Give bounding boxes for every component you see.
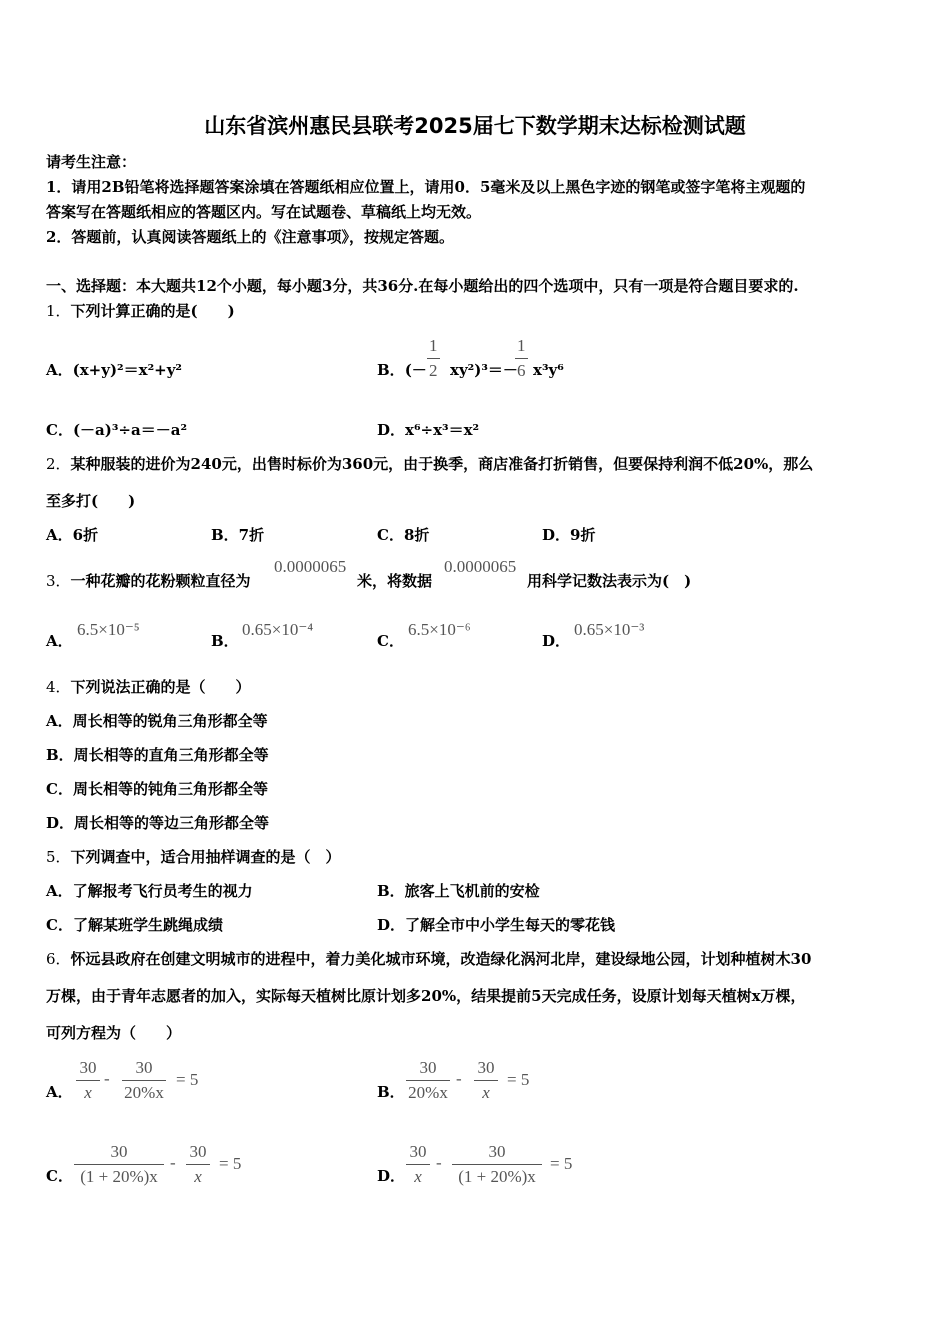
fraction-numerator: 1 [515, 336, 528, 359]
q1-option-b [377, 360, 427, 380]
fraction-denominator: 2 [429, 361, 438, 380]
variable-x: x [84, 1083, 92, 1102]
equals-five: = 5 [507, 1070, 530, 1089]
option-label: A． [46, 361, 73, 379]
q3-option-c: 6.5×10⁻⁶ [408, 620, 471, 639]
question-6-stem-3: 可列方程为（ ） [46, 1024, 182, 1042]
q3-option-b: 0.65×10⁻⁴ [242, 620, 314, 639]
question-6-stem-1 [46, 949, 811, 969]
fraction-denominator [76, 1081, 100, 1103]
fraction-denominator: 6 [517, 361, 526, 380]
fraction-numerator: 1 [427, 336, 440, 359]
q2-option-b: B．7折 [211, 526, 265, 544]
option-label: B． [377, 361, 405, 379]
equals-five: = 5 [550, 1154, 573, 1173]
fraction-denominator: (1 + 20%)x [80, 1167, 158, 1186]
question-text: 某种服装的进价为240元，出售时标价为360元，由于换季，商店准备打折销售，但要保持利润不低20%，那么 [70, 455, 814, 473]
question-5-stem [46, 847, 341, 867]
minus-sign: - [104, 1069, 110, 1088]
q5-option-b: B．旅客上飞机前的安检 [377, 882, 540, 900]
q3-option-a: 6.5×10⁻⁵ [77, 620, 140, 639]
question-4-stem [46, 677, 251, 697]
q6-a-fraction-1 [76, 1058, 100, 1103]
q6-option-a-label: A． [46, 1083, 73, 1101]
q1-option-a [46, 360, 182, 380]
variable-x: x [482, 1083, 490, 1102]
notice-line-1: 1．请用2B铅笔将选择题答案涂填在答题纸相应位置上，请用0．5毫米及以上黑色字迹的钢笔或签字笔将主观题的 [46, 178, 806, 196]
question-6-stem-2: 万棵，由于青年志愿者的加入，实际每天植树比原计划多20%，结果提前5天完成任务，设原计划每天植树x万棵， [46, 987, 806, 1005]
question-number: 3． [46, 572, 71, 590]
minus-sign: - [170, 1153, 176, 1172]
equals-five: = 5 [176, 1070, 199, 1089]
q3-value-2: 0.0000065 [444, 557, 517, 576]
question-number: 6． [46, 950, 71, 968]
q3-option-d-label: D． [542, 632, 571, 650]
fraction-numerator: 30 [406, 1142, 430, 1165]
q2-option-c: C．8折 [377, 526, 430, 544]
q6-option-b-label: B． [377, 1083, 405, 1101]
q5-option-c: C．了解某班学生跳绳成绩 [46, 916, 223, 934]
fraction-denominator [406, 1165, 430, 1187]
q6-b-fraction-2 [474, 1058, 498, 1103]
equals-five: = 5 [219, 1154, 242, 1173]
q4-option-a: A．周长相等的锐角三角形都全等 [46, 712, 268, 730]
option-text: x⁶÷x³＝x² [405, 421, 480, 439]
question-number: 2． [46, 455, 71, 473]
q6-d-fraction-1 [406, 1142, 430, 1187]
question-text: 一种花瓣的花粉颗粒直径为 [70, 572, 251, 590]
notice-heading: 请考生注意： [46, 153, 137, 171]
option-text: (x+y)²＝x²+y² [72, 361, 182, 379]
q6-c-fraction-2 [186, 1142, 210, 1187]
question-number: 5． [46, 848, 71, 866]
q6-option-c-label: C． [46, 1167, 73, 1185]
q3-option-b-label: B． [211, 632, 239, 650]
fraction-numerator: 30 [186, 1142, 210, 1165]
q6-d-fraction-2 [452, 1142, 542, 1187]
q3-option-c-label: C． [377, 632, 404, 650]
q4-option-b: B．周长相等的直角三角形都全等 [46, 746, 269, 764]
q3-value-1: 0.0000065 [274, 557, 347, 576]
option-text-pre: (－ [404, 361, 427, 379]
q3-option-d: 0.65×10⁻³ [574, 620, 645, 639]
fraction-denominator [474, 1081, 498, 1103]
q1-b-fraction-1 [427, 336, 440, 381]
q2-option-d: D．9折 [542, 526, 596, 544]
question-3-stem-a [46, 571, 251, 591]
fraction-numerator: 30 [76, 1058, 100, 1081]
fraction-denominator: 20%x [408, 1083, 448, 1102]
minus-sign: - [456, 1069, 462, 1088]
page-title: 山东省滨州惠民县联考2025届七下数学期末达标检测试题 [204, 114, 746, 138]
question-2-stem-2: 至多打( ) [46, 492, 136, 510]
q6-c-fraction-1 [74, 1142, 164, 1187]
q6-a-fraction-2 [122, 1058, 166, 1103]
q2-option-a: A．6折 [46, 526, 99, 544]
question-text: 下列说法正确的是（ ） [70, 678, 251, 696]
notice-line-2: 答案写在答题纸相应的答题区内。写在试题卷、草稿纸上均无效。 [46, 203, 482, 221]
q1-b-fraction-2 [515, 336, 528, 381]
fraction-denominator: (1 + 20%)x [458, 1167, 536, 1186]
question-number: 4． [46, 678, 71, 696]
option-label: D． [377, 421, 406, 439]
question-3-stem-b: 米，将数据 [357, 572, 433, 590]
minus-sign: - [436, 1153, 442, 1172]
question-2-stem-1 [46, 454, 813, 474]
variable-x: x [414, 1167, 422, 1186]
q1-option-d [377, 420, 479, 440]
q6-b-fraction-1 [406, 1058, 450, 1103]
question-3-stem-c: 用科学记数法表示为( ) [527, 572, 692, 590]
fraction-denominator [186, 1165, 210, 1187]
q1-option-c [46, 420, 187, 440]
q4-option-d: D．周长相等的等边三角形都全等 [46, 814, 270, 832]
q6-option-d-label: D． [377, 1167, 406, 1185]
question-number: 1． [46, 302, 71, 320]
q1-b-middle: xy²)³＝－ [450, 361, 518, 379]
fraction-numerator: 30 [406, 1058, 450, 1081]
question-1-stem [46, 301, 235, 321]
fraction-numerator: 30 [452, 1142, 542, 1165]
q5-option-a: A．了解报考飞行员考生的视力 [46, 882, 253, 900]
fraction-numerator: 30 [474, 1058, 498, 1081]
question-text: 下列调查中，适合用抽样调查的是（ ） [70, 848, 341, 866]
q3-option-a-label: A． [46, 632, 73, 650]
fraction-numerator: 30 [74, 1142, 164, 1165]
q1-b-post: x³y⁶ [533, 361, 564, 379]
fraction-denominator: 20%x [124, 1083, 164, 1102]
fraction-numerator: 30 [122, 1058, 166, 1081]
q4-option-c: C．周长相等的钝角三角形都全等 [46, 780, 268, 798]
notice-line-3: 2．答题前，认真阅读答题纸上的《注意事项》，按规定答题。 [46, 228, 454, 246]
option-label: C． [46, 421, 73, 439]
question-text: 怀远县政府在创建文明城市的进程中，着力美化城市环境，改造绿化涡河北岸，建设绿地公园，计划种植树木30 [70, 950, 812, 968]
section-heading: 一、选择题：本大题共12个小题，每小题3分，共36分.在每小题给出的四个选项中，只有一项是符合题目要求的. [46, 277, 799, 295]
option-text: (－a)³÷a＝－a² [72, 421, 188, 439]
q5-option-d: D．了解全市中小学生每天的零花钱 [377, 916, 616, 934]
question-text: 下列计算正确的是( ) [70, 302, 235, 320]
variable-x: x [194, 1167, 202, 1186]
